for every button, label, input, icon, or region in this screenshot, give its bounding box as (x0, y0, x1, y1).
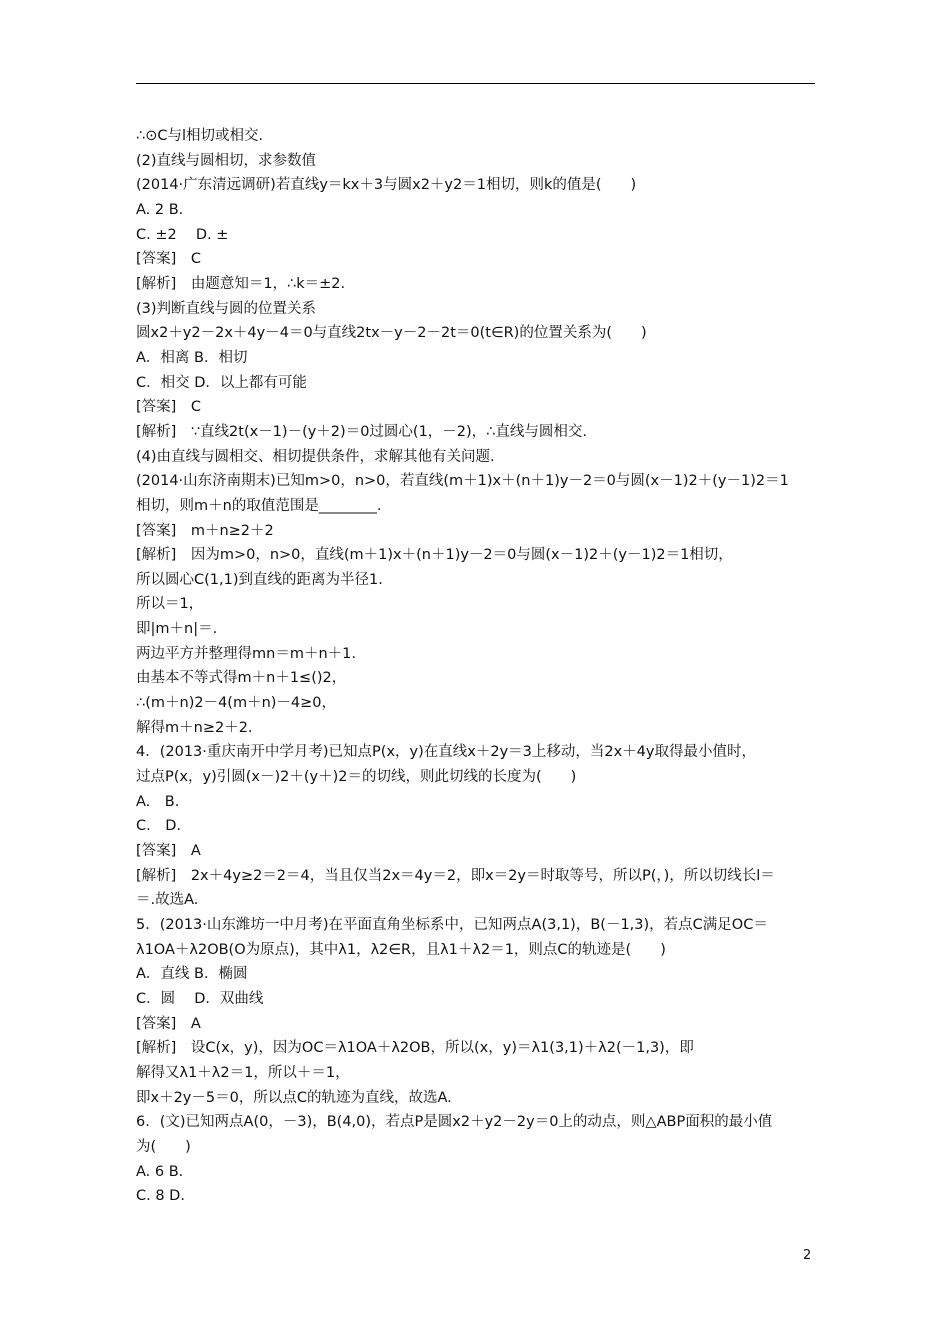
text-line: 4．(2013·重庆南开中学月考)已知点P(x，y)在直线x＋2y＝3上移动，当2x＋4y取得最小值时， (136, 744, 756, 761)
text-line: 解得又λ1＋λ2＝1，所以＋＝1， (136, 1064, 350, 1081)
text-line: 所以＝1， (136, 596, 204, 613)
header-rule (136, 83, 815, 84)
text-line: ∴⊙C与l相切或相交. (136, 128, 264, 144)
text-line: (3)判断直线与圆的位置关系 (136, 300, 317, 317)
text-line: C. D. (136, 818, 182, 835)
text-line: [答案] C (136, 399, 201, 416)
text-line: ∴(m＋n)2－4(m＋n)－4≥0， (136, 695, 337, 712)
text-line: [解析] 因为m>0，n>0，直线(m＋1)x＋(n＋1)y－2＝0与圆(x－1)2＋(y－1)2＝1相切， (136, 547, 733, 564)
text-line: [答案] A (136, 843, 201, 860)
text-line: C．相交 D．以上都有可能 (136, 374, 307, 391)
text-line: [解析] 设C(x，y)，因为OC＝λ1OA＋λ2OB，所以(x，y)＝λ1(3,1)＋λ2(－1,3)，即 (136, 1040, 694, 1057)
text-line: 相切，则m＋n的取值范围是________. (136, 497, 382, 514)
text-line: 解得m＋n≥2＋2. (136, 719, 253, 736)
text-line: 即x＋2y－5＝0，所以点C的轨迹为直线，故选A. (136, 1089, 452, 1106)
text-line: 圆x2＋y2－2x＋4y－4＝0与直线2tx－y－2－2t＝0(t∈R)的位置关系为( ) (136, 325, 647, 342)
text-line: [答案] C (136, 251, 201, 268)
text-line: 两边平方并整理得mn＝m＋n＋1. (136, 645, 356, 662)
text-line: [解析] ∵直线2t(x－1)－(y＋2)＝0过圆心(1，－2)，∴直线与圆相交. (136, 423, 588, 440)
text-line: 即|m＋n|＝. (136, 621, 218, 638)
text-line: C. 8 D. (136, 1188, 185, 1205)
text-line: A．相离 B．相切 (136, 349, 248, 366)
text-line: A. B. (136, 793, 180, 810)
text-line: 所以圆心C(1,1)到直线的距离为半径1. (136, 571, 383, 588)
text-line: (2014·广东清远调研)若直线y＝kx＋3与圆x2＋y2＝1相切，则k的值是( ) (136, 177, 637, 194)
text-line: 为( ) (136, 1138, 191, 1155)
text-line: A．直线 B．椭圆 (136, 966, 248, 983)
text-line: 过点P(x，y)引圆(x－)2＋(y＋)2＝的切线，则此切线的长度为( ) (136, 769, 577, 786)
text-line: [答案] m＋n≥2＋2 (136, 522, 274, 539)
text-line: 由基本不等式得m＋n＋1≤()2， (136, 670, 347, 687)
text-line: A. 6 B. (136, 1163, 184, 1180)
text-line: 6．(文)已知两点A(0，－3)，B(4,0)，若点P是圆x2＋y2－2y＝0上的动点，则△ABP面积的最小值 (136, 1114, 773, 1131)
document-body (136, 124, 826, 1209)
text-line: C．圆 D．双曲线 (136, 990, 264, 1007)
text-line: [答案] A (136, 1015, 201, 1032)
text-line: C. ±2 D. ± (136, 226, 229, 243)
text-line: 5．(2013·山东潍坊一中月考)在平面直角坐标系中，已知两点A(3,1)，B(－1,3)，若点C满足OC＝ (136, 917, 768, 933)
text-line: λ1OA＋λ2OB(O为原点)，其中λ1，λ2∈R，且λ1＋λ2＝1，则点C的轨迹是( ) (136, 941, 666, 958)
text-line: ＝.故选A. (136, 892, 199, 909)
text-line: [解析] 2x＋4y≥2＝2＝4，当且仅当2x＝4y＝2，即x＝2y＝时取等号，所以P(，)，所以切线长l＝ (136, 867, 775, 884)
text-line: [解析] 由题意知＝1，∴k＝±2. (136, 275, 346, 292)
page-number: 2 (803, 1248, 812, 1263)
text-line: (2014·山东济南期末)已知m>0，n>0，若直线(m＋1)x＋(n＋1)y－2＝0与圆(x－1)2＋(y－1)2＝1 (136, 473, 789, 490)
text-line: A. 2 B. (136, 201, 184, 218)
text-line: (4)由直线与圆相交、相切提供条件，求解其他有关问题. (136, 448, 495, 465)
text-line: (2)直线与圆相切，求参数值 (136, 152, 317, 169)
